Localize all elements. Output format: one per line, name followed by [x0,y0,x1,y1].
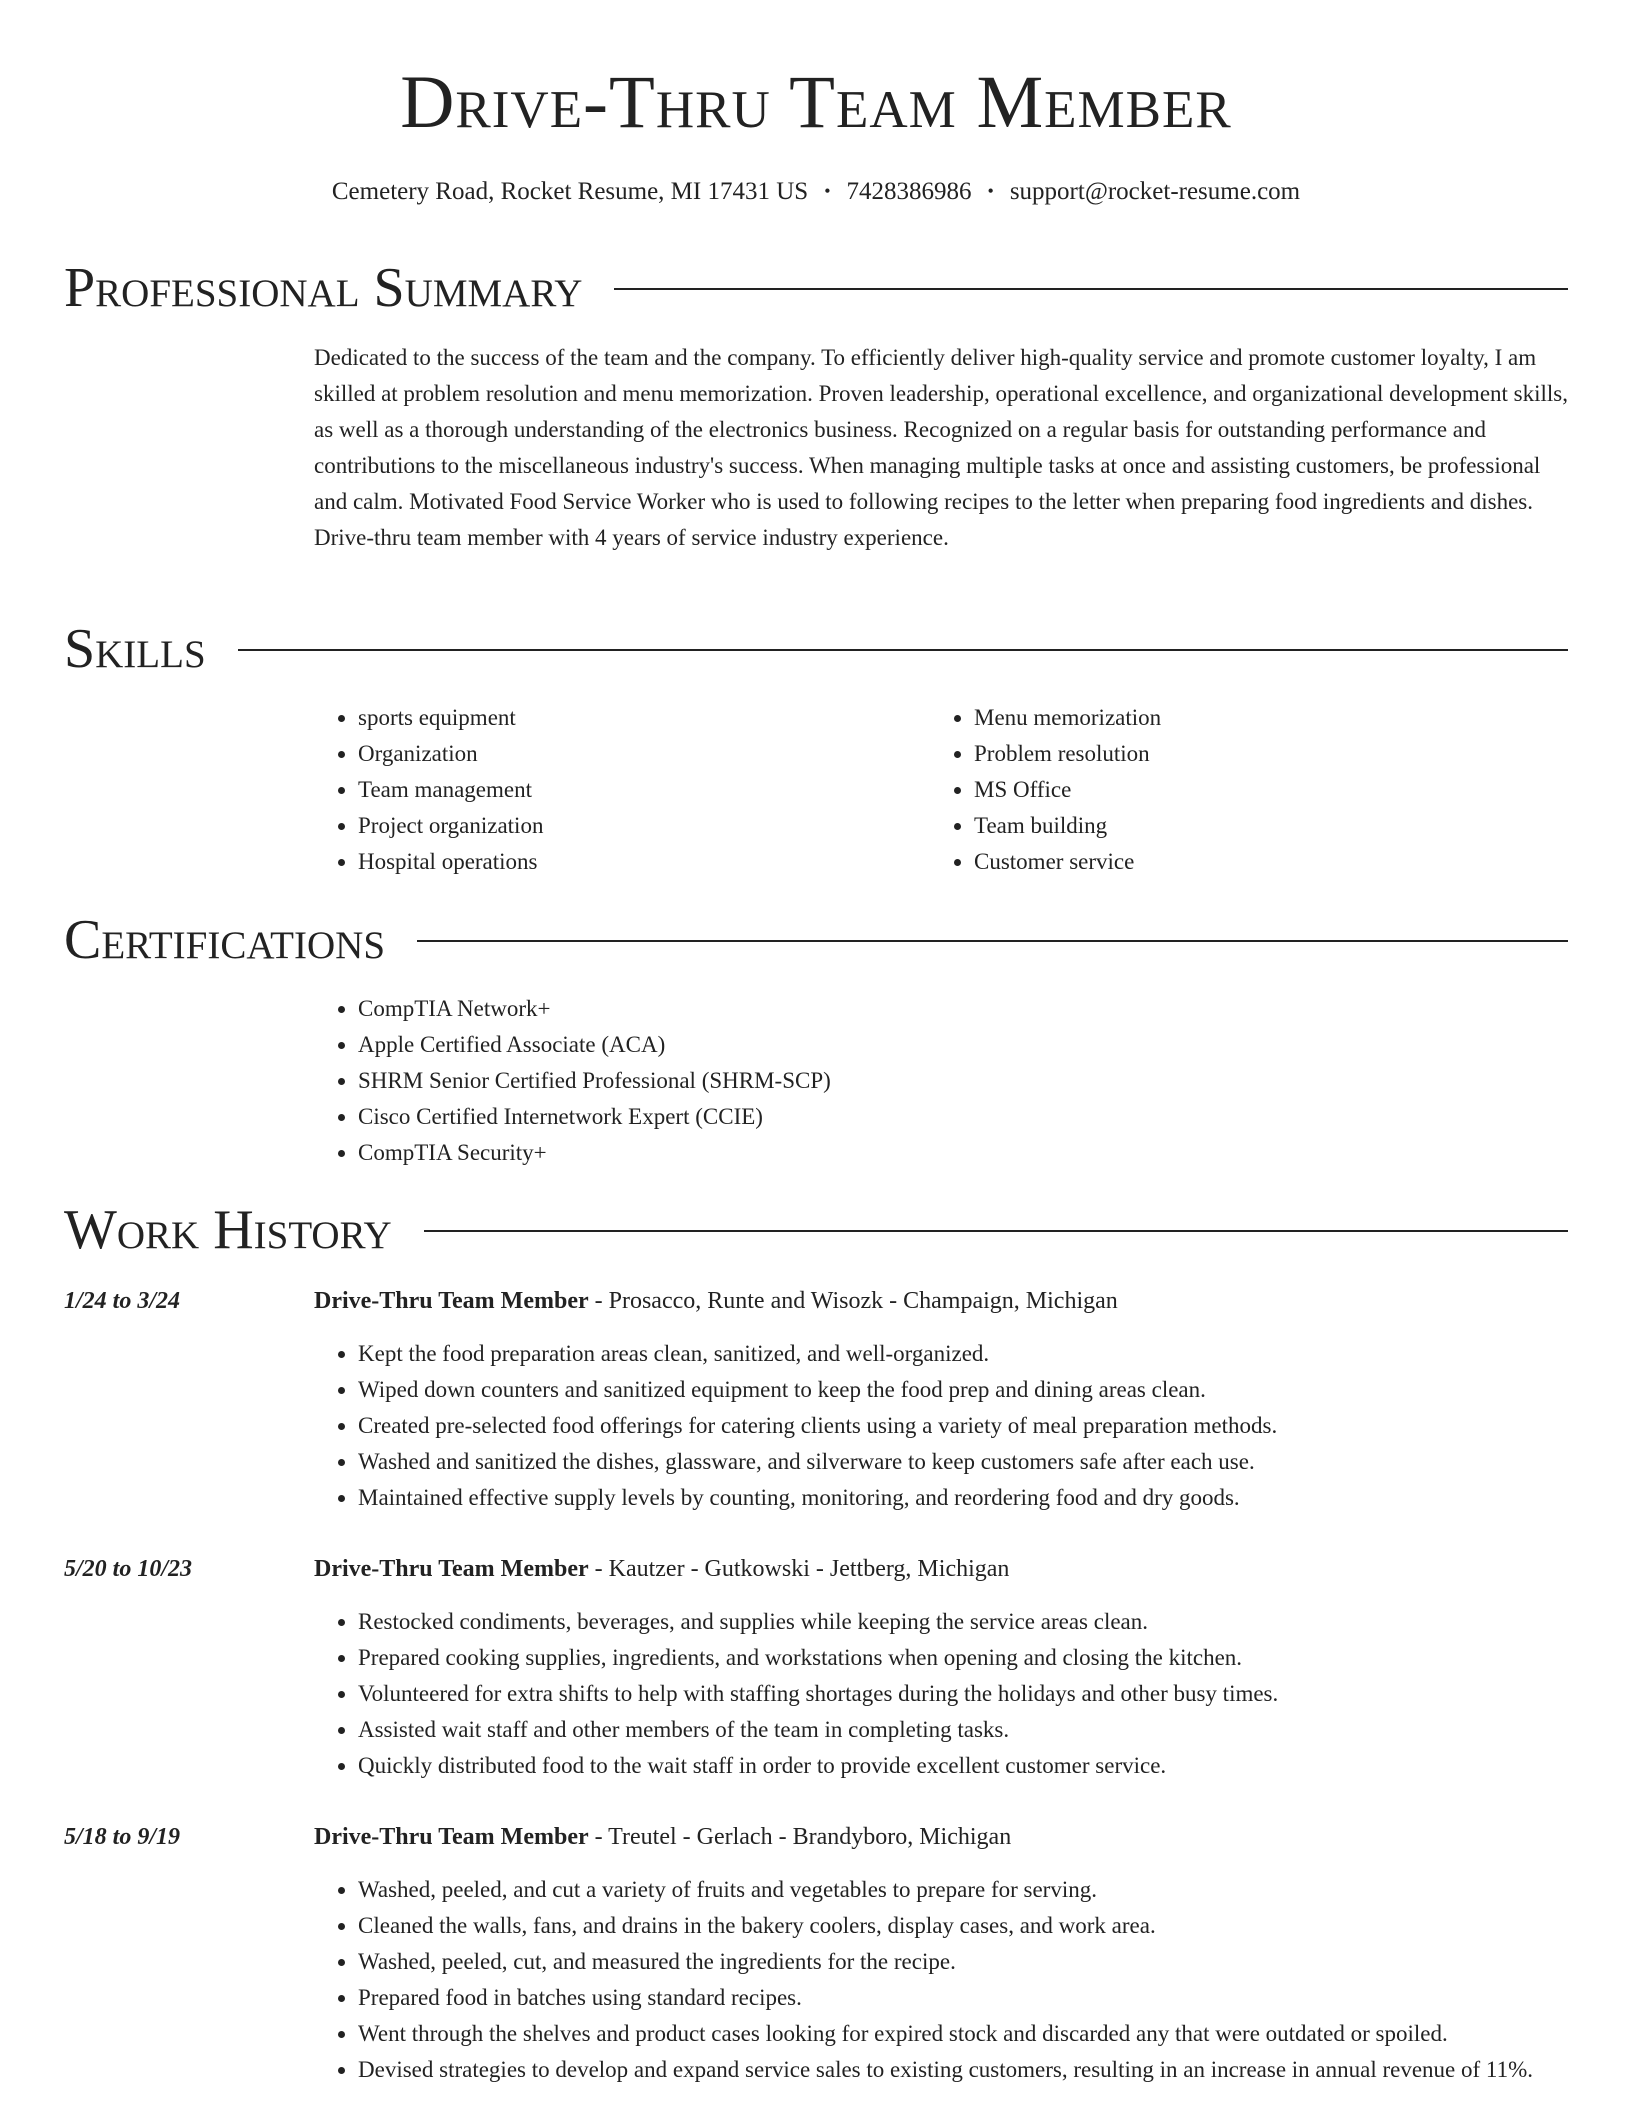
section-divider [417,940,1568,942]
contact-address: Cemetery Road, Rocket Resume, MI 17431 US [331,178,809,205]
job-bullet-item: • Maintained effective supply levels by counting, monitoring, and reordering food and dry goods. [358,1480,1568,1516]
job-dates: 1/24 to 3/24 [64,1288,181,1314]
job-bullet-item: • Washed, peeled, cut, and measured the ingredients for the recipe. [358,1944,1568,1980]
job-employer: - Treutel - Gerlach - Brandyboro, Michigan [588,1824,1012,1850]
skills-heading: Skills [64,618,206,680]
job-heading [314,1284,1118,1318]
job-bullet-item: • Devised strategies to develop and expand service sales to existing customers, resulting in an increase in annual revenue of 11%. [358,2052,1568,2088]
contact-line [0,174,1632,209]
work-history-section-header [64,1198,1568,1262]
job-bullet-item: • Prepared food in batches using standard recipes. [358,1980,1568,2016]
skill-item: • Problem resolution [974,736,1161,772]
certification-item: • Apple Certified Associate (ACA) [358,1027,831,1063]
summary-text: Dedicated to the success of the team and the company. To efficiently deliver high-quality service and promote customer loyalty, I am skilled at problem resolution and menu memorization. Proven leadership, operational excellence, and organizational development skills, as well as a thorough understanding of the electronics business. Recognized on a regular basis for outstanding performance and contributions to the miscellaneous industry's success. When managing multiple tasks at once and assisting customers, be professional and calm. Motivated Food Service Worker who is used to following recipes to the letter when preparing food ingredients and dishes. Drive-thru team member with 4 years of service industry experience. [314,345,1568,550]
certifications-list [314,991,831,1171]
skill-item: • MS Office [974,772,1161,808]
section-divider [238,649,1568,651]
job-bullet-item: • Volunteered for extra shifts to help with staffing shortages during the holidays and other busy times. [358,1676,1568,1712]
job-bullet-item: • Restocked condiments, beverages, and supplies while keeping the service areas clean. [358,1604,1568,1640]
section-divider [614,288,1568,290]
job-dates: 5/18 to 9/19 [64,1824,181,1850]
certification-item: • Cisco Certified Internetwork Expert (CCIE) [358,1099,831,1135]
job-bullet-item: • Created pre-selected food offerings for catering clients using a variety of meal preparation methods. [358,1408,1568,1444]
job-employer: - Kautzer - Gutkowski - Jettberg, Michigan [588,1556,1010,1582]
skill-item: • Project organization [358,808,543,844]
contact-separator: • [987,181,994,201]
summary-section-header [64,256,1568,320]
skill-item: • sports equipment [358,700,543,736]
summary-heading: Professional Summary [64,257,583,319]
job-bullet-item: • Washed, peeled, and cut a variety of fruits and vegetables to prepare for serving. [358,1872,1568,1908]
job-dates: 5/20 to 10/23 [64,1556,193,1582]
skills-list-right [930,700,1161,880]
job-bullet-item: • Washed and sanitized the dishes, glassware, and silverware to keep customers safe after each use. [358,1444,1568,1480]
skills-column-left [314,700,543,880]
skills-section-header [64,617,1568,681]
skill-item: • Team management [358,772,543,808]
job-bullet-item: • Cleaned the walls, fans, and drains in the bakery coolers, display cases, and work area. [358,1908,1568,1944]
job-title: Drive-Thru Team Member [314,1288,589,1314]
job-bullets [314,1604,1568,1784]
work-history-heading: Work History [64,1199,392,1261]
job-bullet-list [314,1872,1568,2088]
job-bullet-list [314,1604,1568,1784]
skill-item: • Menu memorization [974,700,1161,736]
skill-item: • Hospital operations [358,844,543,880]
candidate-name: Drive-Thru Team Member [400,61,1232,144]
job-bullets [314,1336,1568,1516]
contact-phone: 7428386986 [846,178,972,205]
certifications-section-header [64,908,1568,972]
certifications-block [314,991,831,1171]
skill-item: • Customer service [974,844,1161,880]
contact-email: support@rocket-resume.com [1009,178,1301,205]
job-bullet-item: • Quickly distributed food to the wait staff in order to provide excellent customer service. [358,1748,1568,1784]
job-title: Drive-Thru Team Member [314,1824,589,1850]
job-bullet-item: • Prepared cooking supplies, ingredients, and workstations when opening and closing the kitchen. [358,1640,1568,1676]
certification-item: • SHRM Senior Certified Professional (SHRM-SCP) [358,1063,831,1099]
certifications-heading: Certifications [64,909,386,971]
job-employer: - Prosacco, Runte and Wisozk - Champaign, Michigan [588,1288,1118,1314]
job-title: Drive-Thru Team Member [314,1556,589,1582]
skill-item: • Team building [974,808,1161,844]
job-bullets [314,1872,1568,2088]
section-divider [424,1230,1568,1232]
skills-list-left [314,700,543,880]
job-bullet-item: • Wiped down counters and sanitized equipment to keep the food prep and dining areas clean. [358,1372,1568,1408]
job-heading [314,1552,1009,1586]
job-bullet-item: • Assisted wait staff and other members of the team in completing tasks. [358,1712,1568,1748]
skill-item: • Organization [358,736,543,772]
job-heading [314,1820,1011,1854]
certification-item: • CompTIA Network+ [358,991,831,1027]
contact-separator: • [824,181,831,201]
certification-item: • CompTIA Security+ [358,1135,831,1171]
job-bullet-item: • Went through the shelves and product cases looking for expired stock and discarded any that were outdated or spoiled. [358,2016,1568,2052]
job-bullet-item: • Kept the food preparation areas clean, sanitized, and well-organized. [358,1336,1568,1372]
skills-column-right [930,700,1161,880]
job-bullet-list [314,1336,1568,1516]
